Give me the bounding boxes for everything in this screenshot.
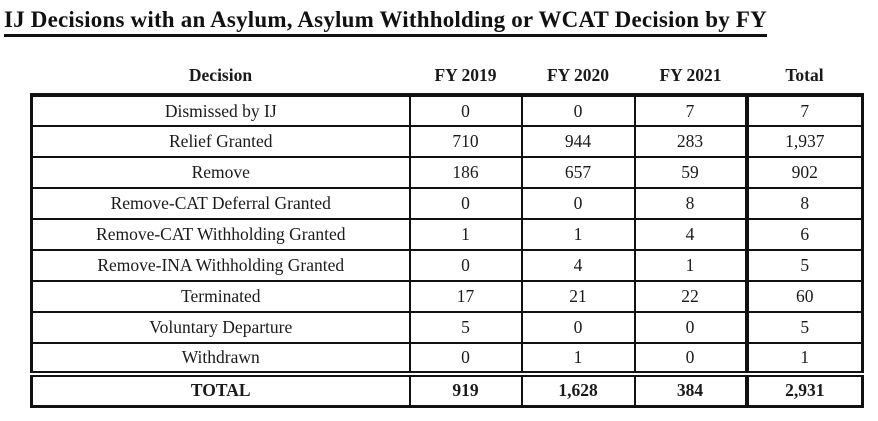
cell-decision: Remove-INA Withholding Granted (32, 250, 410, 281)
cell-fy2020: 657 (522, 157, 635, 188)
column-header-fy2021: FY 2021 (659, 65, 722, 85)
cell-fy2020: 4 (522, 250, 635, 281)
column-header-fy2020: FY 2020 (546, 65, 610, 85)
cell-fy2019: 0 (410, 95, 522, 126)
cell-fy2021: 22 (635, 281, 747, 312)
cell-fy2019: 0 (410, 188, 522, 219)
cell-total-fy2019: 919 (410, 374, 522, 406)
cell-fy2019: 186 (410, 157, 522, 188)
table-row (32, 250, 863, 281)
cell-total: 6 (747, 219, 863, 250)
cell-decision: Terminated (32, 281, 410, 312)
cell-decision: Remove (32, 157, 410, 188)
table-row (32, 188, 863, 219)
cell-fy2019: 5 (410, 312, 522, 343)
cell-decision: Dismissed by IJ (32, 95, 410, 126)
cell-decision: Remove-CAT Deferral Granted (32, 188, 410, 219)
cell-fy2019: 0 (410, 343, 522, 374)
cell-total: 1,937 (747, 126, 863, 157)
header-row (32, 61, 863, 95)
cell-decision: Withdrawn (32, 343, 410, 374)
cell-total: 60 (747, 281, 863, 312)
cell-fy2020: 1 (522, 219, 635, 250)
table-row (32, 95, 863, 126)
cell-fy2020: 1 (522, 343, 635, 374)
total-row (32, 374, 863, 406)
cell-fy2021: 7 (635, 95, 747, 126)
cell-fy2020: 21 (522, 281, 635, 312)
cell-total-label: TOTAL (32, 374, 410, 406)
cell-total: 5 (747, 312, 863, 343)
cell-fy2019: 1 (410, 219, 522, 250)
cell-total: 7 (747, 95, 863, 126)
column-header-total: Total (785, 65, 824, 85)
cell-total-fy2020: 1,628 (522, 374, 635, 406)
cell-fy2021: 4 (635, 219, 747, 250)
table-row (32, 343, 863, 374)
column-header-decision: Decision (188, 65, 253, 85)
cell-decision: Relief Granted (32, 126, 410, 157)
page-title: IJ Decisions with an Asylum, Asylum Withholding or WCAT Decision by FY (4, 7, 767, 37)
table-row (32, 126, 863, 157)
cell-fy2021: 59 (635, 157, 747, 188)
cell-total: 902 (747, 157, 863, 188)
cell-total: 5 (747, 250, 863, 281)
table-row (32, 219, 863, 250)
cell-fy2021: 8 (635, 188, 747, 219)
column-header-fy2019: FY 2019 (434, 65, 497, 85)
cell-fy2019: 710 (410, 126, 522, 157)
cell-fy2020: 0 (522, 312, 635, 343)
cell-total-total: 2,931 (747, 374, 863, 406)
cell-decision: Remove-CAT Withholding Granted (32, 219, 410, 250)
cell-decision: Voluntary Departure (32, 312, 410, 343)
table-body (32, 95, 863, 406)
table-header (32, 61, 863, 95)
title-area (0, 0, 878, 37)
cell-fy2019: 0 (410, 250, 522, 281)
table-row (32, 281, 863, 312)
cell-fy2019: 17 (410, 281, 522, 312)
cell-total-fy2021: 384 (635, 374, 747, 406)
decisions-table (30, 61, 864, 408)
table-row (32, 312, 863, 343)
cell-fy2021: 0 (635, 343, 747, 374)
table-row (32, 157, 863, 188)
cell-fy2021: 0 (635, 312, 747, 343)
cell-fy2021: 283 (635, 126, 747, 157)
cell-fy2020: 0 (522, 95, 635, 126)
cell-fy2021: 1 (635, 250, 747, 281)
cell-total: 8 (747, 188, 863, 219)
cell-total: 1 (747, 343, 863, 374)
cell-fy2020: 944 (522, 126, 635, 157)
cell-fy2020: 0 (522, 188, 635, 219)
